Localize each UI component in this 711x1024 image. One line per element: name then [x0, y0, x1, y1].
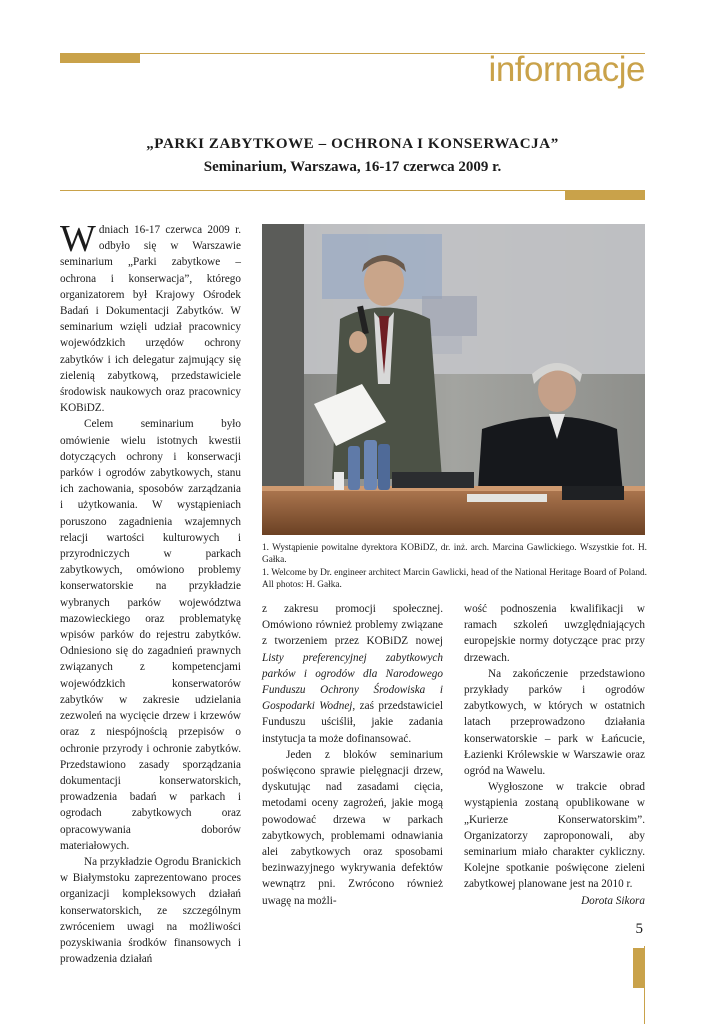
author-signature: Dorota Sikora	[581, 894, 645, 907]
article-column-2	[262, 601, 443, 909]
article-paragraph: Celem seminarium było omówienie wielu istotnych kwestii dotyczących ochrony i konserwacji parków i ogrodów zabytkowych, stanu ich zachowania, sposobów zarządzania i użytkowania. W wystąpieniach poruszono zagadnienia wzajemnych relacji wartości kulturowych i przyrodniczych w parkach zabytkowych, omówiono problemy konserwatorskie na przykładzie wybranych parków województwa mazowieckiego oraz problematykę wpisów parków do rejestru zabytków. Odniesiono się do zagadnień prawnych związanych z kompetencjami wojewódzkich konserwatorów zabytków w zakresie udzielania zezwoleń na wycięcie drzew i krzewów oraz z niespójnością przepisów o ochronie przyrody i ochronie zabytków. Przedstawiono zasady sporządzania dokumentacji konserwatorskich, prowadzenia badań w parkach i ogrodach zabytkowych oraz opracowywania doborów materiałowych.	[60, 418, 241, 852]
drop-cap: W	[60, 218, 96, 260]
article-subtitle: Seminarium, Warszawa, 16-17 czerwca 2009 r.	[203, 159, 502, 175]
paragraph-text: dniach 16-17 czerwca 2009 r. odbyło się w Warszawie seminarium „Parki zabytkowe – ochrona i konserwacja”, którego organizatorem był Krajowy Ośrodek Badań i Dokumentacji Zabytków. W seminarium wzięli udział pracownicy wojewódzkich urzędów ochrony zabytków i ich delegatur zajmujący się zielenią zabytkową, przedstawiciele środowisk naukowych oraz pracownicy KOBiDZ.	[60, 224, 241, 415]
article-column-1	[60, 218, 241, 967]
article-paragraph: Na zakończenie przedstawiono przykłady parków i ogrodów zabytkowych, w których w ostatnich latach przeprowadzono działania konserwatorskie – park w Łańcucie, Łazienki Królewskie w Warszawie oraz ogród na Wawelu.	[464, 667, 645, 778]
article-paragraph: Wygłoszone w trakcie obrad wystąpienia zostaną opublikowane w „Kurierze Konserwatorskim”. Organizatorzy zaproponowali, aby seminarium miało charakter cykliczny. Kolejne spotkanie poświęcone zieleni zabytkowej planowane jest na 2010 r.	[464, 781, 645, 891]
article-title: „PARKI ZABYTKOWE – OCHRONA I KONSERWACJA”	[146, 136, 559, 152]
footer-accent-bar	[633, 948, 645, 988]
photo-caption	[262, 542, 647, 591]
seminar-photo	[262, 224, 645, 535]
header-accent-bar	[60, 54, 140, 63]
article-paragraph: wość podnoszenia kwalifikacji w ramach szkoleń uwzględniających europejskie normy dotyczące prac przy drzewach.	[464, 603, 645, 664]
article-column-3	[464, 601, 645, 909]
article-paragraph: Na przykładzie Ogrodu Branickich w Białymstoku zaprezentowano proces organizacji kompleksowych działań konserwatorskich, ze szczególnym zwróceniem uwagi na możliwości pozyskiwania środków finansowych i prowadzenia działań	[60, 855, 241, 966]
paragraph-text: , zaś przedstawiciel Funduszu uściślił, jakie zadania instytucja ta może dofinansować.	[262, 700, 443, 745]
article-paragraph	[60, 218, 241, 416]
caption-english: 1. Welcome by Dr. engineer architect Marcin Gawlicki, head of the National Heritage Board of Poland. All photos: H. Gałka.	[262, 567, 647, 590]
italic-list-title: Listy preferencyjnej zabytkowych parków i ogrodów dla Narodowego Funduszu Ochrony Środowiska i Gospodarki Wodnej	[262, 651, 443, 713]
title-block	[60, 136, 645, 176]
section-title: informacje	[488, 50, 645, 89]
page-number: 5	[635, 921, 643, 937]
title-accent-bar	[565, 190, 645, 200]
title-rule	[60, 190, 645, 191]
article-paragraph	[262, 601, 443, 747]
paragraph-text: z zakresu promocji społecznej. Omówiono również problemy związane z tworzeniem przez KOBiDZ nowej	[262, 603, 443, 648]
article-paragraph: Jeden z bloków seminarium poświęcono sprawie pielęgnacji drzew, dyskutując nad zasadami cięcia, metodami oceny zagrożeń, jakie mogą powodować drzewa w parkach zabytkowych, problemami odnawiania alei zabytkowych oraz sposobami bezinwazyjnego wykrywania defektów wewnątrz pni. Zwrócono również uwagę na możli-	[262, 748, 443, 907]
caption-polish: 1. Wystąpienie powitalne dyrektora KOBiDZ, dr. inż. arch. Marcina Gawlickiego. Wszystkie fot. H. Gałka.	[262, 543, 647, 566]
